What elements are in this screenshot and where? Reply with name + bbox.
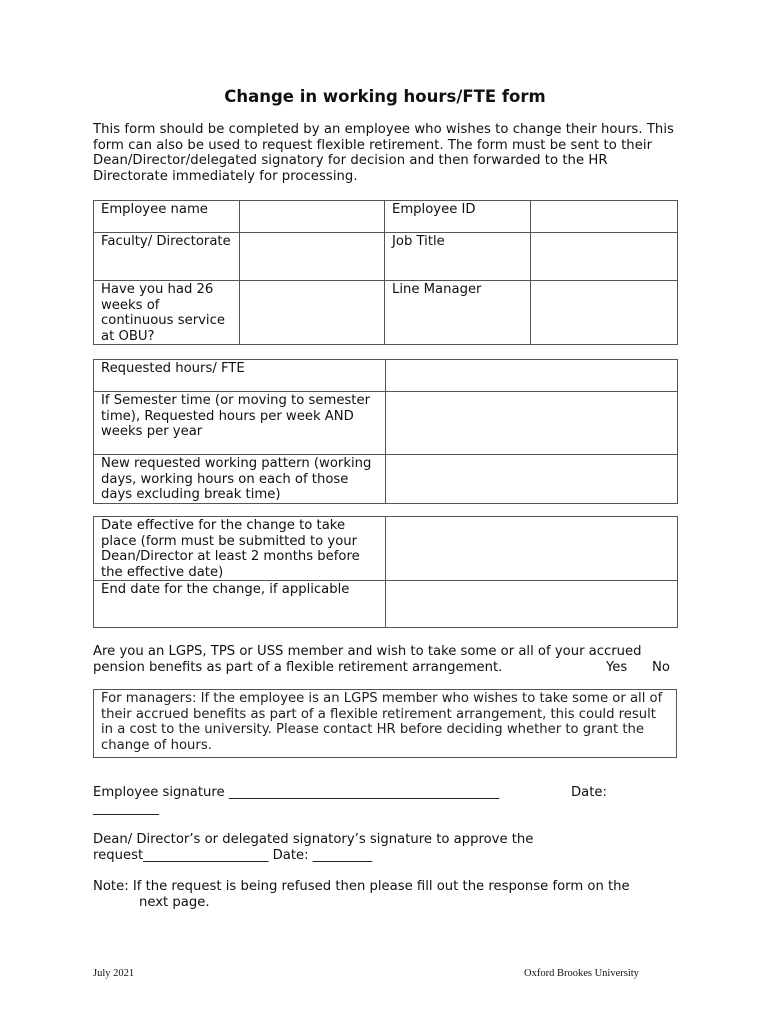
employee-name-field[interactable] <box>240 201 385 233</box>
refusal-note-line-2: next page. <box>139 894 210 910</box>
refusal-note-line-1: Note: If the request is being refused then please fill out the response form on the <box>93 879 630 894</box>
semester-field[interactable] <box>386 392 678 455</box>
line-manager-label: Line Manager <box>385 281 531 345</box>
refusal-note <box>93 879 683 910</box>
employee-details-table <box>93 200 678 345</box>
faculty-label: Faculty/ Directorate <box>94 233 240 281</box>
requested-hours-table <box>93 359 678 504</box>
dean-signature-line[interactable]: Dean/ Director’s or delegated signatory’s signature to approve the request___________________ Date: _________ <box>93 832 534 863</box>
end-date-field[interactable] <box>386 581 678 628</box>
pension-yes-option[interactable]: Yes <box>606 659 628 675</box>
pension-no-option[interactable]: No <box>652 659 670 675</box>
employee-signature-line <box>93 785 683 816</box>
employee-signature-label[interactable]: Employee signature _________________________________________ <box>93 785 500 800</box>
managers-note-box: For managers: If the employee is an LGPS member who wishes to take some or all of their accrued benefits as part of a flexible retirement arrangement, this could result in a cost to the university. Please contact HR before deciding whether to grant the change of hours. <box>93 689 677 758</box>
service-label: Have you had 26 weeks of continuous service at OBU? <box>94 281 240 345</box>
employee-date-label: Date: <box>571 785 607 800</box>
end-date-label: End date for the change, if applicable <box>94 581 386 628</box>
requested-hours-field[interactable] <box>386 360 678 392</box>
date-effective-field[interactable] <box>386 517 678 581</box>
date-effective-label: Date effective for the change to take place (form must be submitted to your Dean/Director at least 2 months before the effective date) <box>94 517 386 581</box>
employee-date-field[interactable]: __________ <box>93 800 159 816</box>
semester-label: If Semester time (or moving to semester time), Requested hours per week AND weeks per year <box>94 392 386 455</box>
working-pattern-label: New requested working pattern (working days, working hours on each of those days excluding break time) <box>94 455 386 504</box>
job-title-field[interactable] <box>531 233 678 281</box>
dates-table <box>93 516 678 628</box>
working-pattern-field[interactable] <box>386 455 678 504</box>
service-field[interactable] <box>240 281 385 345</box>
employee-name-label: Employee name <box>94 201 240 233</box>
pension-question-text: Are you an LGPS, TPS or USS member and wish to take some or all of your accrued pension benefits as part of a flexible retirement arrangement. <box>93 644 642 675</box>
pension-question <box>93 644 683 675</box>
intro-paragraph: This form should be completed by an employee who wishes to change their hours. This form can also be used to request flexible retirement. The form must be sent to their Dean/Director/delegated signatory for decision and then forwarded to the HR Directorate immediately for processing. <box>93 122 674 184</box>
line-manager-field[interactable] <box>531 281 678 345</box>
footer-organization: Oxford Brookes University <box>524 968 639 979</box>
page-title: Change in working hours/FTE form <box>224 87 546 106</box>
faculty-field[interactable] <box>240 233 385 281</box>
job-title-label: Job Title <box>385 233 531 281</box>
employee-id-field[interactable] <box>531 201 678 233</box>
footer-date: July 2021 <box>93 968 135 979</box>
employee-id-label: Employee ID <box>385 201 531 233</box>
requested-hours-label: Requested hours/ FTE <box>94 360 386 392</box>
